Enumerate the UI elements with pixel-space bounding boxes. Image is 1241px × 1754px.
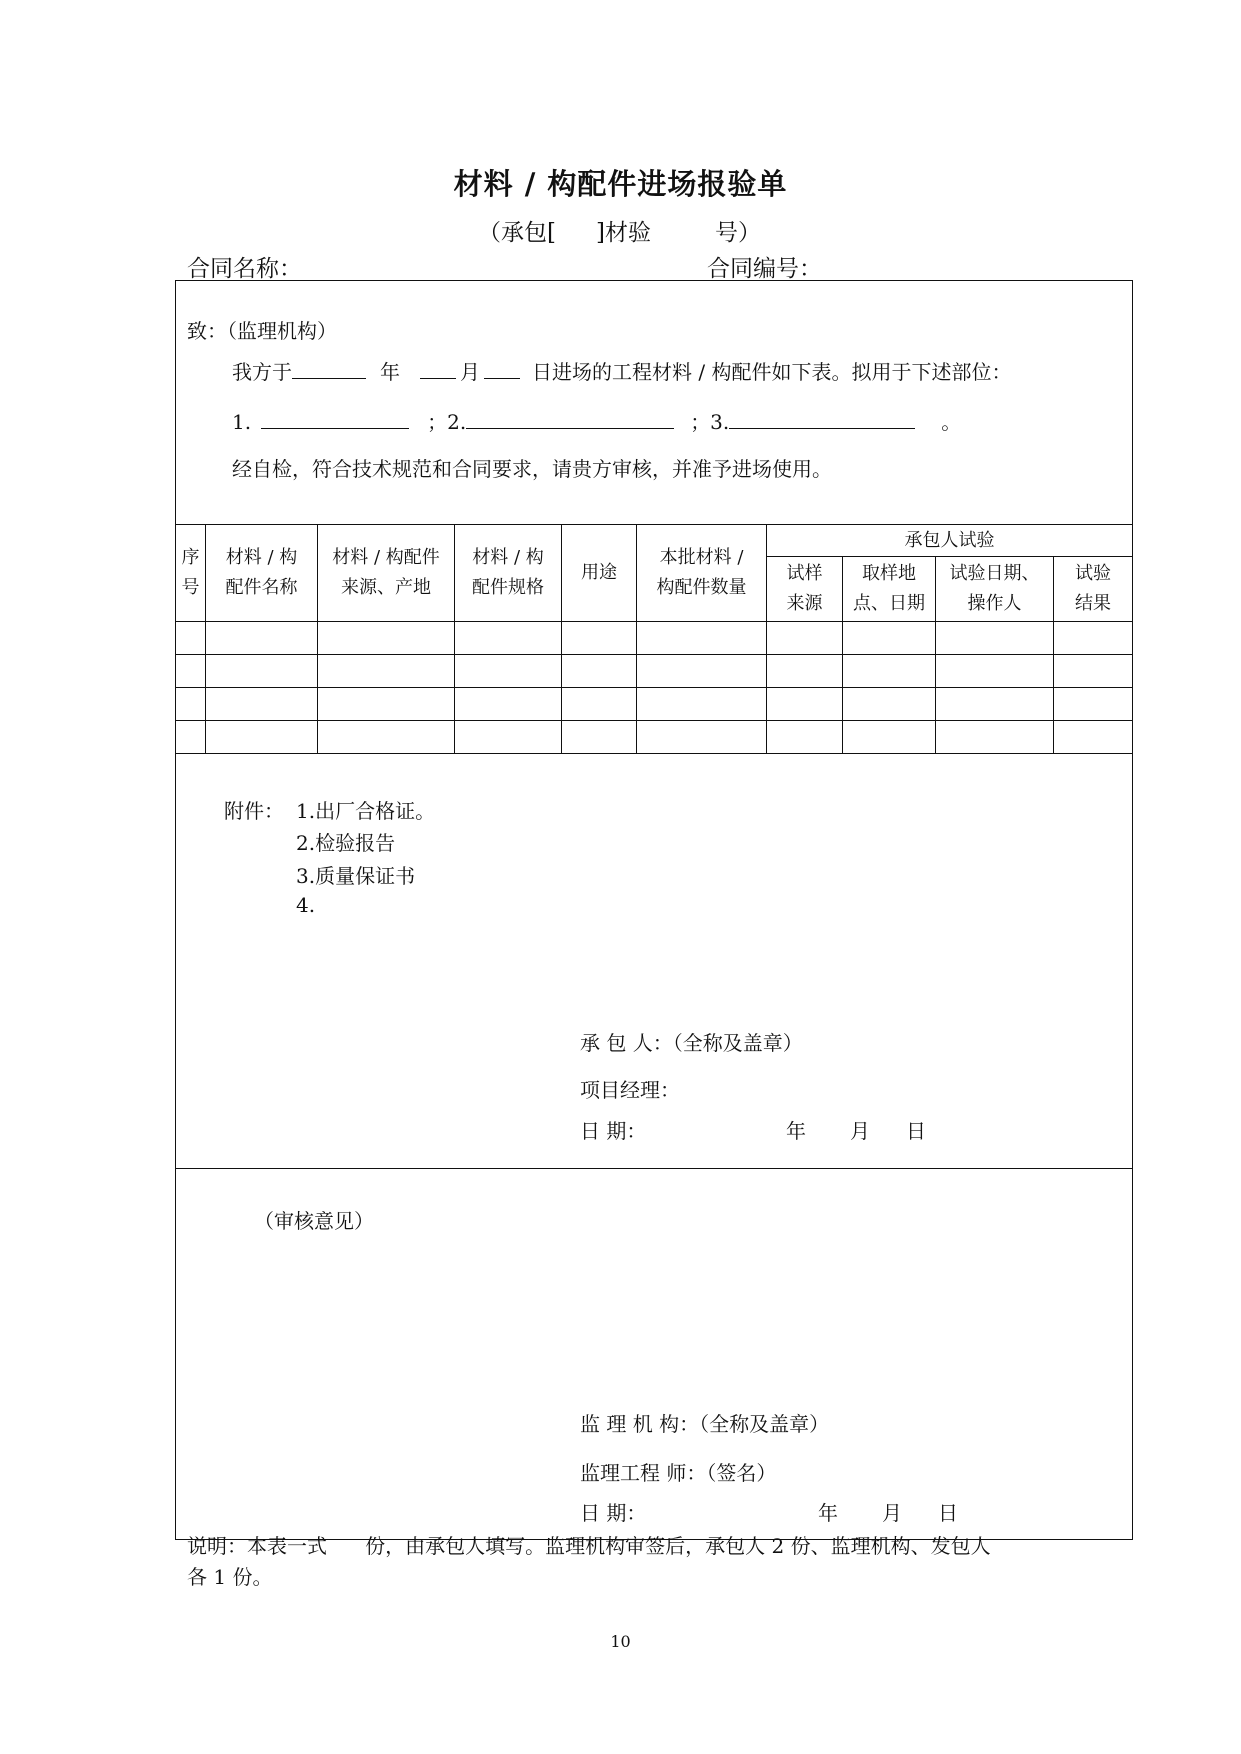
header-sampling: 取样地 点、日期 <box>843 557 936 622</box>
review-month: 月 <box>882 1501 902 1525</box>
header-usage: 用途 <box>562 525 637 622</box>
review-day: 日 <box>938 1501 958 1525</box>
review-date-label: 日 期： <box>580 1501 647 1525</box>
supervisor-org: 监 理 机 构：（全称及盖章） <box>580 1412 830 1436</box>
review-opinion: （审核意见） <box>254 1209 374 1233</box>
attachments-label: 附件： <box>224 799 284 823</box>
form-number-mid: ]材验 <box>595 220 651 246</box>
contractor-month: 月 <box>850 1119 870 1143</box>
header-sample-source: 试样 来源 <box>767 557 843 622</box>
contract-no-label: 合同编号： <box>707 256 822 282</box>
header-result: 试验 结果 <box>1054 557 1133 622</box>
location-line <box>232 406 961 435</box>
addressee: 致：（监理机构） <box>187 319 337 343</box>
year-label: 年 <box>380 360 400 384</box>
table-row[interactable] <box>176 721 1133 754</box>
material-table <box>175 524 1133 754</box>
form-number-suffix: 号） <box>714 220 761 246</box>
location-end: 。 <box>941 410 962 434</box>
location-3-blank[interactable] <box>729 408 915 429</box>
attachment-item: 2.检验报告 <box>296 831 396 855</box>
month-label: 月 <box>460 360 480 384</box>
form-number-prefix: （承包[ <box>478 220 556 246</box>
contractor-signature: 承 包 人：（全称及盖章） <box>580 1031 803 1055</box>
contractor-date <box>580 1115 646 1144</box>
contractor-year: 年 <box>786 1119 806 1143</box>
contractor-day: 日 <box>906 1119 926 1143</box>
day-blank[interactable] <box>484 358 520 379</box>
location-2-label: ；2. <box>427 410 467 434</box>
supervisor-engineer: 监理工程 师：（签名） <box>580 1461 777 1485</box>
footnote-line-2: 各 1 份。 <box>187 1565 273 1589</box>
form-number <box>478 214 761 247</box>
table-row[interactable] <box>176 622 1133 655</box>
header-contractor-test: 承包人试验 <box>767 525 1133 557</box>
contractor-date-label: 日 期： <box>580 1119 647 1143</box>
footnote-line-1: 说明：本表一式 份，由承包人填写。监理机构审签后，承包人 2 份、监理机构、发包人 <box>187 1534 991 1558</box>
header-quantity: 本批材料 / 构配件数量 <box>637 525 767 622</box>
page-title: 材料 / 构配件进场报验单 <box>453 167 788 201</box>
page-number: 10 <box>610 1632 631 1651</box>
attachment-item: 3.质量保证书 <box>296 864 416 888</box>
project-manager: 项目经理： <box>580 1078 680 1102</box>
header-seq: 序 号 <box>176 525 206 622</box>
arrival-suffix: 日进场的工程材料 / 构配件如下表。拟用于下述部位： <box>532 360 1012 384</box>
attachment-item: 1.出厂合格证。 <box>296 799 436 823</box>
location-3-label: ；3. <box>690 410 730 434</box>
self-check-statement: 经自检，符合技术规范和合同要求，请贵方审核，并准予进场使用。 <box>232 457 832 481</box>
table-row[interactable] <box>176 655 1133 688</box>
table-row[interactable] <box>176 688 1133 721</box>
location-2-blank[interactable] <box>466 408 674 429</box>
section-divider <box>175 1168 1132 1169</box>
review-year: 年 <box>818 1501 838 1525</box>
location-1-blank[interactable] <box>261 408 409 429</box>
arrival-prefix: 我方于 <box>232 360 292 384</box>
contract-name-label: 合同名称： <box>187 256 302 282</box>
year-blank[interactable] <box>292 358 366 379</box>
header-source: 材料 / 构配件 来源、产地 <box>318 525 455 622</box>
header-spec: 材料 / 构 配件规格 <box>455 525 562 622</box>
header-test-date: 试验日期、 操作人 <box>936 557 1054 622</box>
location-1-label: 1. <box>232 410 252 434</box>
header-name: 材料 / 构 配件名称 <box>206 525 318 622</box>
month-blank[interactable] <box>420 358 456 379</box>
arrival-line <box>232 356 1011 385</box>
attachment-item: 4. <box>296 893 316 917</box>
